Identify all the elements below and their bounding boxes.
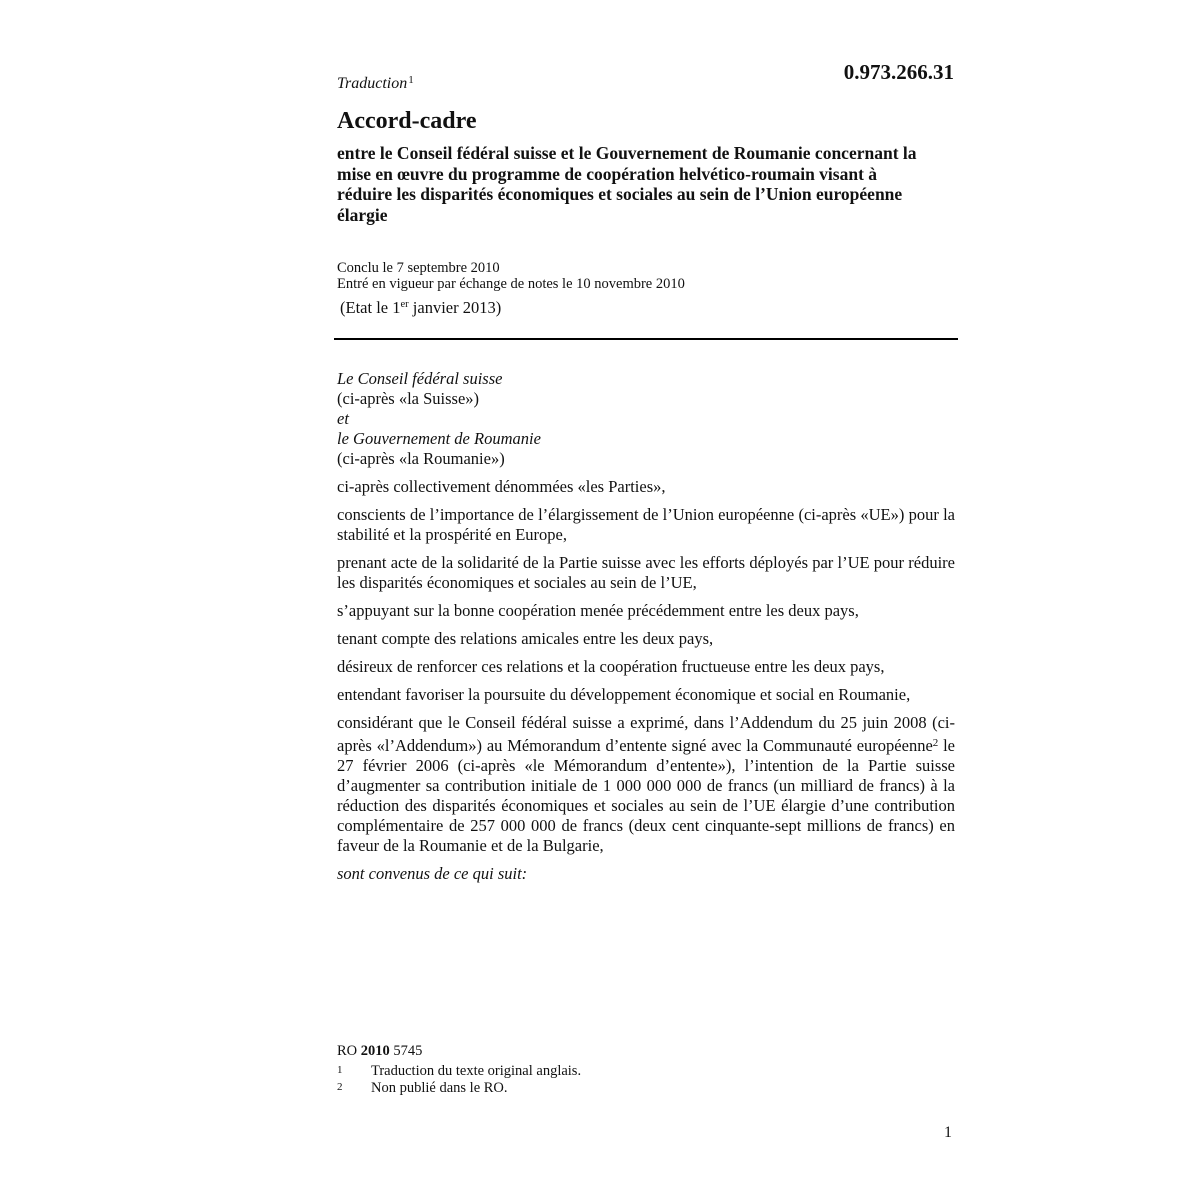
entry-into-force-date: Entré en vigueur par échange de notes le 10 novembre 2010	[337, 276, 685, 292]
footnote	[337, 1080, 581, 1097]
footnote-text: Traduction du texte original anglais.	[371, 1063, 582, 1079]
party-1-alias: (ci-après «la Suisse»)	[337, 389, 480, 408]
footnote-text: Non publié dans le RO.	[371, 1079, 508, 1096]
preamble	[337, 369, 955, 892]
sr-number: 0.973.266.31	[843, 60, 954, 84]
header-divider	[334, 338, 958, 340]
recital-considering: considérant que le Conseil fédéral suisse a exprimé, dans l’Addendum du 25 juin 2008 (ci-après «l’Addendum») au Mémorandum d’entente signé avec la Communauté européenne$^2$ le 27 février 2006 (ci-après «le Mémorandum d’entente»), l’intention de la Partie suisse d’augmenter sa contribution initiale de 1 000 000 000 de francs (un milliard de francs) à la réduction des disparités économiques et sociales au sein de l’UE élargie d’une contribution complémentaire de 257 000 000 de francs (deux cent cinquante-sept millions de francs) en faveur de la Roumanie et de la Bulgarie,	[337, 713, 955, 855]
footnotes	[337, 1063, 581, 1096]
concluded-date: Conclu le 7 septembre 2010	[337, 260, 500, 276]
translation-label: Traduction$^1$	[337, 74, 414, 92]
footnote-ref-2: 2	[932, 737, 939, 749]
dates-block	[337, 260, 685, 292]
conjunction: et	[337, 409, 349, 428]
recital: désireux de renforcer ces relations et la coopération fructueuse entre les deux pays,	[337, 657, 885, 676]
recital: tenant compte des relations amicales entre les deux pays,	[337, 629, 714, 648]
footnote-number: 2	[337, 1080, 343, 1093]
recital: conscients de l’importance de l’élargissement de l’Union européenne (ci-après «UE») pour la stabilité et la prospérité en Europe,	[337, 505, 955, 544]
party-1: Le Conseil fédéral suisse	[337, 369, 503, 388]
collective-designation: ci-après collectivement dénommées «les Parties»,	[337, 477, 666, 496]
ro-reference: RO 2010 5745	[337, 1043, 423, 1059]
parties-block	[337, 369, 955, 469]
closing-formula: sont convenus de ce qui suit:	[337, 864, 528, 883]
status-date: (Etat le 1er janvier 2013)	[340, 298, 502, 317]
footnote-number: 1	[337, 1064, 343, 1076]
recital: prenant acte de la solidarité de la Partie suisse avec les efforts déployés par l’UE pour réduire les disparités économiques et sociales au sein de l’UE,	[337, 553, 955, 592]
footnote	[337, 1063, 581, 1080]
party-2: le Gouvernement de Roumanie	[337, 429, 541, 448]
footnote-ref-1: 1	[408, 74, 414, 86]
document-title: Accord-cadre	[337, 108, 477, 134]
recital: entendant favoriser la poursuite du développement économique et social en Roumanie,	[337, 685, 911, 704]
page-number: 1	[944, 1124, 952, 1141]
party-2-alias: (ci-après «la Roumanie»)	[337, 449, 505, 468]
recital: s’appuyant sur la bonne coopération menée précédemment entre les deux pays,	[337, 601, 859, 620]
document-subtitle: entre le Conseil fédéral suisse et le Gouvernement de Roumanie concernant la mise en œuvre du programme de coopération helvético-roumain visant à réduire les disparités économiques et sociales au sein de l’Union européenne élargie	[337, 143, 917, 225]
